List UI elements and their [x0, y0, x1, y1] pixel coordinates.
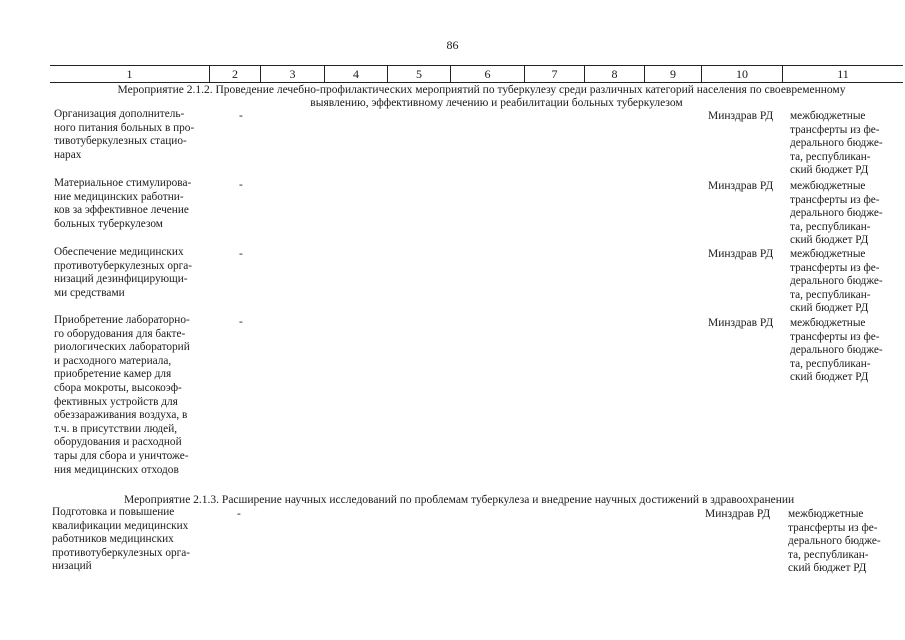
- empty-value-dash: -: [239, 110, 243, 122]
- section-title-line: выявлению, эффективному лечению и реабилитации больных туберкулезом: [310, 96, 683, 109]
- activity-line: сбора мокроты, высокоэф-: [54, 381, 182, 394]
- section-title-line: Мероприятие 2.1.2. Проведение лечебно-профилактических мероприятий по туберкулезу среди различных категорий населения по своевременному: [117, 84, 846, 96]
- funding-line: межбюджетные: [790, 248, 866, 260]
- funding-line: ский бюджет РД: [790, 234, 869, 247]
- activity-line: ния медицинских отходов: [54, 463, 179, 476]
- executor-cell: Минздрав РД: [708, 180, 774, 192]
- activity-line: фективных устройств для: [54, 395, 178, 408]
- activity-line: ного питания больных в про-: [54, 121, 195, 134]
- funding-source-cell: [790, 317, 900, 385]
- activity-line: низаций дезинфицирующи-: [54, 273, 188, 286]
- activity-cell: [52, 506, 202, 574]
- funding-source-cell: [790, 110, 900, 178]
- activity-line: Материальное стимулирова-: [54, 177, 192, 189]
- activity-line: т.ч. в присутствии людей,: [54, 422, 178, 435]
- funding-line: трансферты из фе-: [790, 261, 880, 274]
- activity-line: ми средствами: [54, 286, 125, 299]
- header-col-7: 7: [525, 66, 585, 82]
- funding-line: дерального бюдже-: [790, 137, 883, 150]
- activity-cell: [54, 314, 204, 477]
- activity-line: тары для сбора и уничтоже-: [54, 449, 189, 462]
- activity-line: риологических лабораторий: [54, 341, 190, 354]
- funding-line: дерального бюдже-: [790, 207, 883, 220]
- funding-line: межбюджетные: [790, 317, 866, 329]
- activity-cell: [54, 246, 204, 300]
- header-col-3: 3: [261, 66, 325, 82]
- page-number: 86: [446, 38, 459, 52]
- header-col-11: 11: [837, 67, 849, 81]
- empty-value-dash: -: [239, 248, 243, 260]
- funding-source-cell: [790, 248, 900, 316]
- section-title: [124, 494, 904, 507]
- activity-line: тивотуберкулезных стацио-: [54, 135, 187, 148]
- funding-line: ский бюджет РД: [790, 302, 869, 315]
- header-col-4: 4: [325, 66, 388, 82]
- activity-line: ние медицинских работни-: [54, 190, 184, 203]
- header-col-10: 10: [702, 66, 783, 82]
- funding-source-cell: [788, 508, 898, 576]
- header-col-1: 1: [50, 66, 210, 82]
- header-col-8: 8: [585, 66, 645, 82]
- funding-source-cell: [790, 180, 900, 248]
- activity-cell: [54, 177, 204, 231]
- header-col-2: 2: [210, 66, 261, 82]
- activity-cell: [54, 108, 204, 162]
- activity-line: го оборудования для бакте-: [54, 327, 186, 340]
- funding-line: дерального бюдже-: [790, 344, 883, 357]
- funding-line: межбюджетные: [790, 180, 866, 192]
- activity-line: противотуберкулезных орга-: [54, 259, 193, 272]
- activity-line: Организация дополнитель-: [54, 108, 185, 120]
- activity-line: Подготовка и повышение: [52, 506, 175, 518]
- activity-line: нарах: [54, 148, 82, 161]
- activity-line: больных туберкулезом: [54, 217, 163, 230]
- funding-line: та, республикан-: [790, 220, 871, 233]
- funding-line: ский бюджет РД: [790, 371, 869, 384]
- funding-line: та, республикан-: [788, 548, 869, 561]
- funding-line: ский бюджет РД: [788, 562, 867, 575]
- empty-value-dash: -: [237, 508, 241, 520]
- funding-line: межбюджетные: [790, 110, 866, 122]
- funding-line: та, республикан-: [790, 150, 871, 163]
- funding-line: трансферты из фе-: [790, 193, 880, 206]
- activity-line: работников медицинских: [52, 533, 174, 546]
- empty-value-dash: -: [239, 316, 243, 328]
- table-header-row: [50, 65, 903, 83]
- activity-line: квалификации медицинских: [52, 519, 189, 532]
- activity-line: Приобретение лабораторно-: [54, 314, 190, 326]
- funding-line: трансферты из фе-: [790, 330, 880, 343]
- activity-line: низаций: [52, 560, 92, 573]
- activity-line: оборудования и расходной: [54, 436, 182, 449]
- funding-line: дерального бюдже-: [790, 275, 883, 288]
- executor-cell: Минздрав РД: [705, 508, 771, 520]
- funding-line: трансферты из фе-: [790, 123, 880, 136]
- executor-cell: Минздрав РД: [708, 248, 774, 260]
- header-col-6: 6: [451, 66, 525, 82]
- funding-line: дерального бюдже-: [788, 535, 881, 548]
- funding-line: та, республикан-: [790, 288, 871, 301]
- header-col-5: 5: [388, 66, 451, 82]
- section-title-line: Мероприятие 2.1.3. Расширение научных исследований по проблемам туберкулеза и внедрение научных достижений в здравоохранении: [124, 494, 795, 506]
- activity-line: Обеспечение медицинских: [54, 246, 184, 258]
- funding-line: та, республикан-: [790, 357, 871, 370]
- activity-line: ков за эффективное лечение: [54, 204, 189, 217]
- executor-cell: Минздрав РД: [708, 317, 774, 329]
- activity-line: противотуберкулезных орга-: [52, 546, 191, 559]
- funding-line: ский бюджет РД: [790, 164, 869, 177]
- funding-line: межбюджетные: [788, 508, 864, 520]
- funding-line: трансферты из фе-: [788, 521, 878, 534]
- section-title: [60, 84, 903, 109]
- activity-line: и расходного материала,: [54, 354, 172, 367]
- activity-line: приобретение камер для: [54, 368, 172, 381]
- executor-cell: Минздрав РД: [708, 110, 774, 122]
- empty-value-dash: -: [239, 179, 243, 191]
- activity-line: обеззараживания воздуха, в: [54, 409, 188, 422]
- header-col-9: 9: [645, 66, 702, 82]
